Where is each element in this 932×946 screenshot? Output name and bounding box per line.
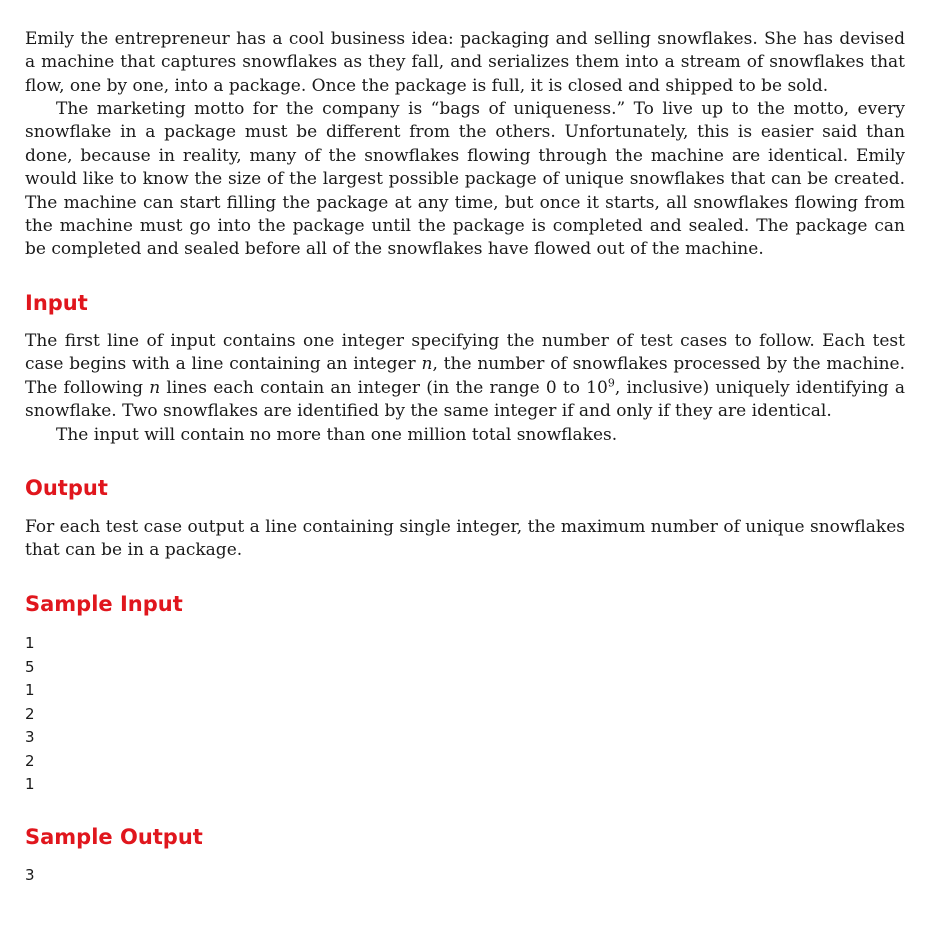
sample-input-line: 3 xyxy=(25,728,35,746)
sample-input-line: 5 xyxy=(25,657,35,676)
var-n-2: n xyxy=(149,377,161,398)
output-paragraph: For each test case output a line containing single integer, the maximum number of unique snowflakes that can be in a package. xyxy=(25,517,905,561)
intro-paragraph-1: Emily the entrepreneur has a cool business idea: packaging and selling snowflakes. She has devised a machine that captures snowflakes as they fall, and serializes them into a stream of snowflakes that flow, one by one, into a package. Once the package is full, it is closed and shipped to be sold. xyxy=(25,29,905,96)
input-heading: Input xyxy=(25,291,88,315)
sample-input-line: 1 xyxy=(25,775,35,793)
sample-input-block xyxy=(25,632,35,797)
input-paragraph-2: The input will contain no more than one million total snowflakes. xyxy=(56,425,618,445)
sample-input-heading: Sample Input xyxy=(25,592,183,616)
input-text-b: , the number of snowflakes processed by the machine. The following xyxy=(25,354,905,398)
sample-input-line: 1 xyxy=(25,681,35,699)
sample-input-line: 2 xyxy=(25,751,35,770)
sample-output-heading: Sample Output xyxy=(25,825,203,849)
sample-output-block xyxy=(25,864,35,888)
input-text-c: lines each contain an integer (in the range 0 to 10 xyxy=(160,377,608,398)
var-n: n xyxy=(421,354,433,375)
sample-input-line: 2 xyxy=(25,704,35,723)
input-text-d: , inclusive) uniquely identifying a snowflake. Two snowflakes are identified by the same integer if and only if they are identical. xyxy=(25,377,905,422)
exponent: 9 xyxy=(607,376,615,390)
sample-output-line: 3 xyxy=(25,866,35,884)
input-text-a: The first line of input contains one integer specifying the number of test cases to follow. Each test case begins with a line containing an integer xyxy=(25,331,905,375)
output-heading: Output xyxy=(25,476,108,500)
input-paragraph-1 xyxy=(25,330,905,424)
intro-paragraph-2: The marketing motto for the company is “bags of uniqueness.” To live up to the motto, every snowflake in a package must be different from the others. Unfortunately, this is easier said than done, because in reality, many of the snowflakes flowing through the machine are identical. Emily would like to know the size of the largest possible package of unique snowflakes that can be created. The machine can start filling the package at any time, but once it starts, all snowflakes flowing from the machine must go into the package until the package is completed and sealed. The package can be completed and sealed before all of the snowflakes have flowed out of the machine. xyxy=(25,99,905,260)
sample-input-line: 1 xyxy=(25,634,35,652)
